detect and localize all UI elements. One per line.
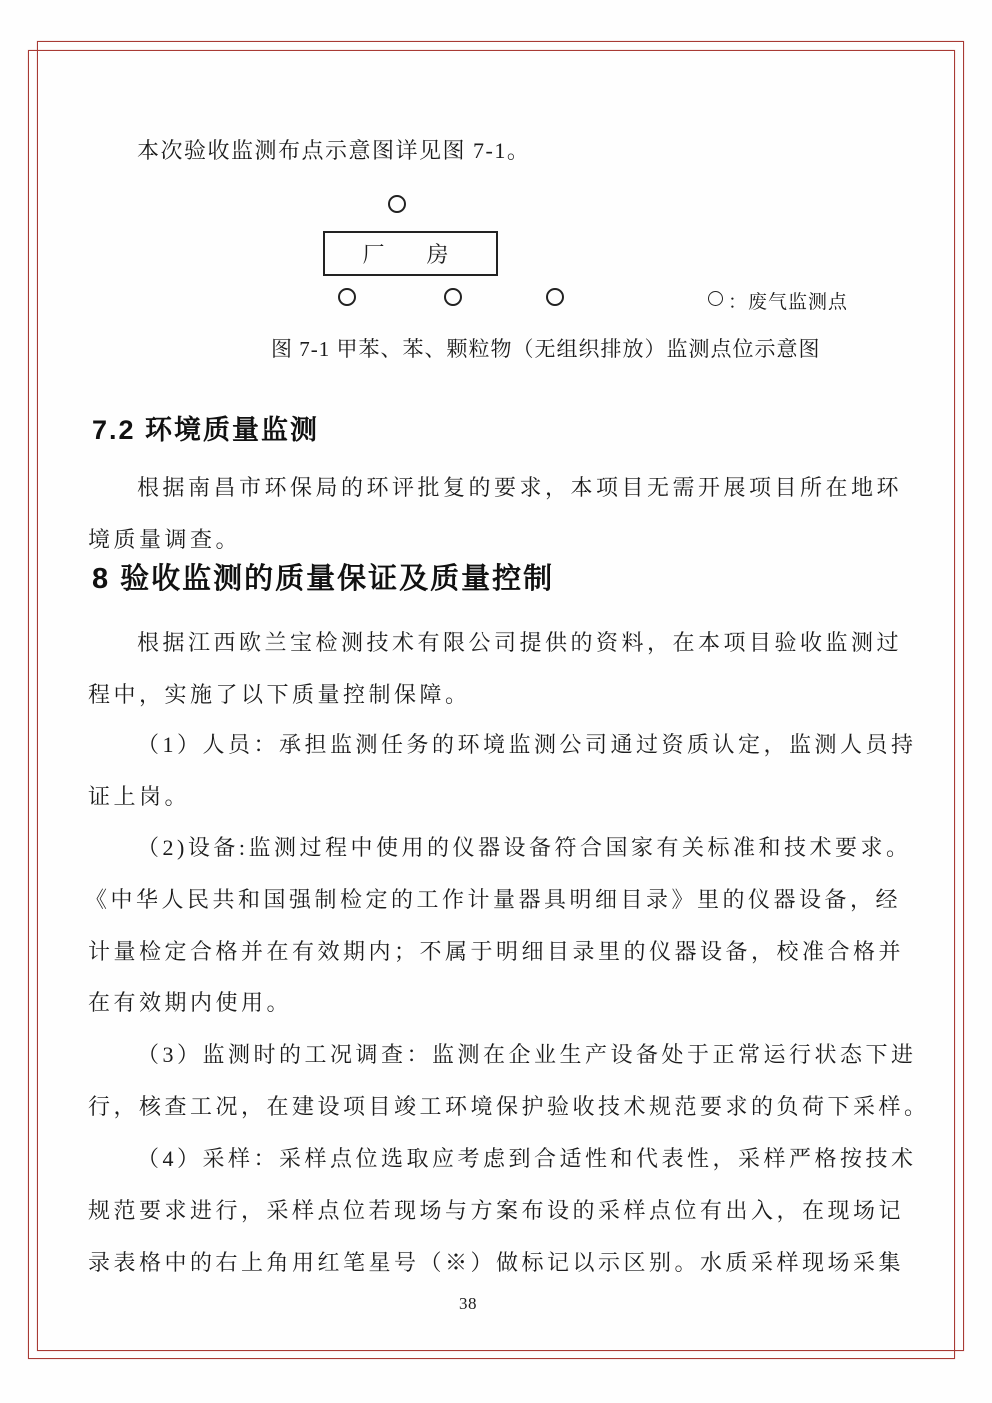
monitoring-point-1-icon [338,288,356,306]
monitoring-point-top-icon [388,195,406,213]
para-line: 计量检定合格并在有效期内；不属于明细目录里的仪器设备，校准合格并 [88,939,905,964]
para-line: 程中，实施了以下质量控制保障。 [88,682,471,707]
factory-building-box [323,231,498,276]
para-line: 录表格中的右上角用红笔星号（※）做标记以示区别。水质采样现场采集 [88,1250,905,1275]
para-line: 根据南昌市环保局的环评批复的要求，本项目无需开展项目所在地环 [137,475,903,500]
para-line: （3）监测时的工况调查：监测在企业生产设备处于正常运行状态下进 [137,1042,917,1067]
para-line: 在有效期内使用。 [88,990,293,1015]
monitoring-point-2-icon [444,288,462,306]
legend-label: ：废气监测点 [728,292,849,313]
para-line: （4）采样：采样点位选取应考虑到合适性和代表性，采样严格按技术 [137,1146,917,1171]
monitoring-point-3-icon [546,288,564,306]
para-line: （2)设备:监测过程中使用的仪器设备符合国家有关标准和技术要求。 [137,835,912,860]
para-line: 境质量调查。 [88,527,242,552]
intro-paragraph: 本次验收监测布点示意图详见图 7-1。 [137,138,531,163]
para-line: （1）人员：承担监测任务的环境监测公司通过资质认定，监测人员持 [137,732,917,757]
page-number: 38 [459,1294,477,1313]
figure-caption: 图 7-1 甲苯、苯、颗粒物（无组织排放）监测点位示意图 [271,337,821,361]
waste-gas-point-icon [708,291,723,306]
para-line: 行，核查工况，在建设项目竣工环境保护验收技术规范要求的负荷下采样。 [88,1094,930,1119]
section-7-2-heading: 7.2 环境质量监测 [92,415,320,445]
para-line: 《中华人民共和国强制检定的工作计量器具明细目录》里的仪器设备，经 [85,887,902,912]
section-8-heading: 8 验收监测的质量保证及质量控制 [92,563,555,595]
para-line: 证上岗。 [88,784,191,809]
para-line: 根据江西欧兰宝检测技术有限公司提供的资料，在本项目验收监测过 [137,630,903,655]
factory-building-label: 厂 房 [362,242,459,267]
para-line: 规范要求进行，采样点位若现场与方案布设的采样点位有出入，在现场记 [88,1198,905,1223]
